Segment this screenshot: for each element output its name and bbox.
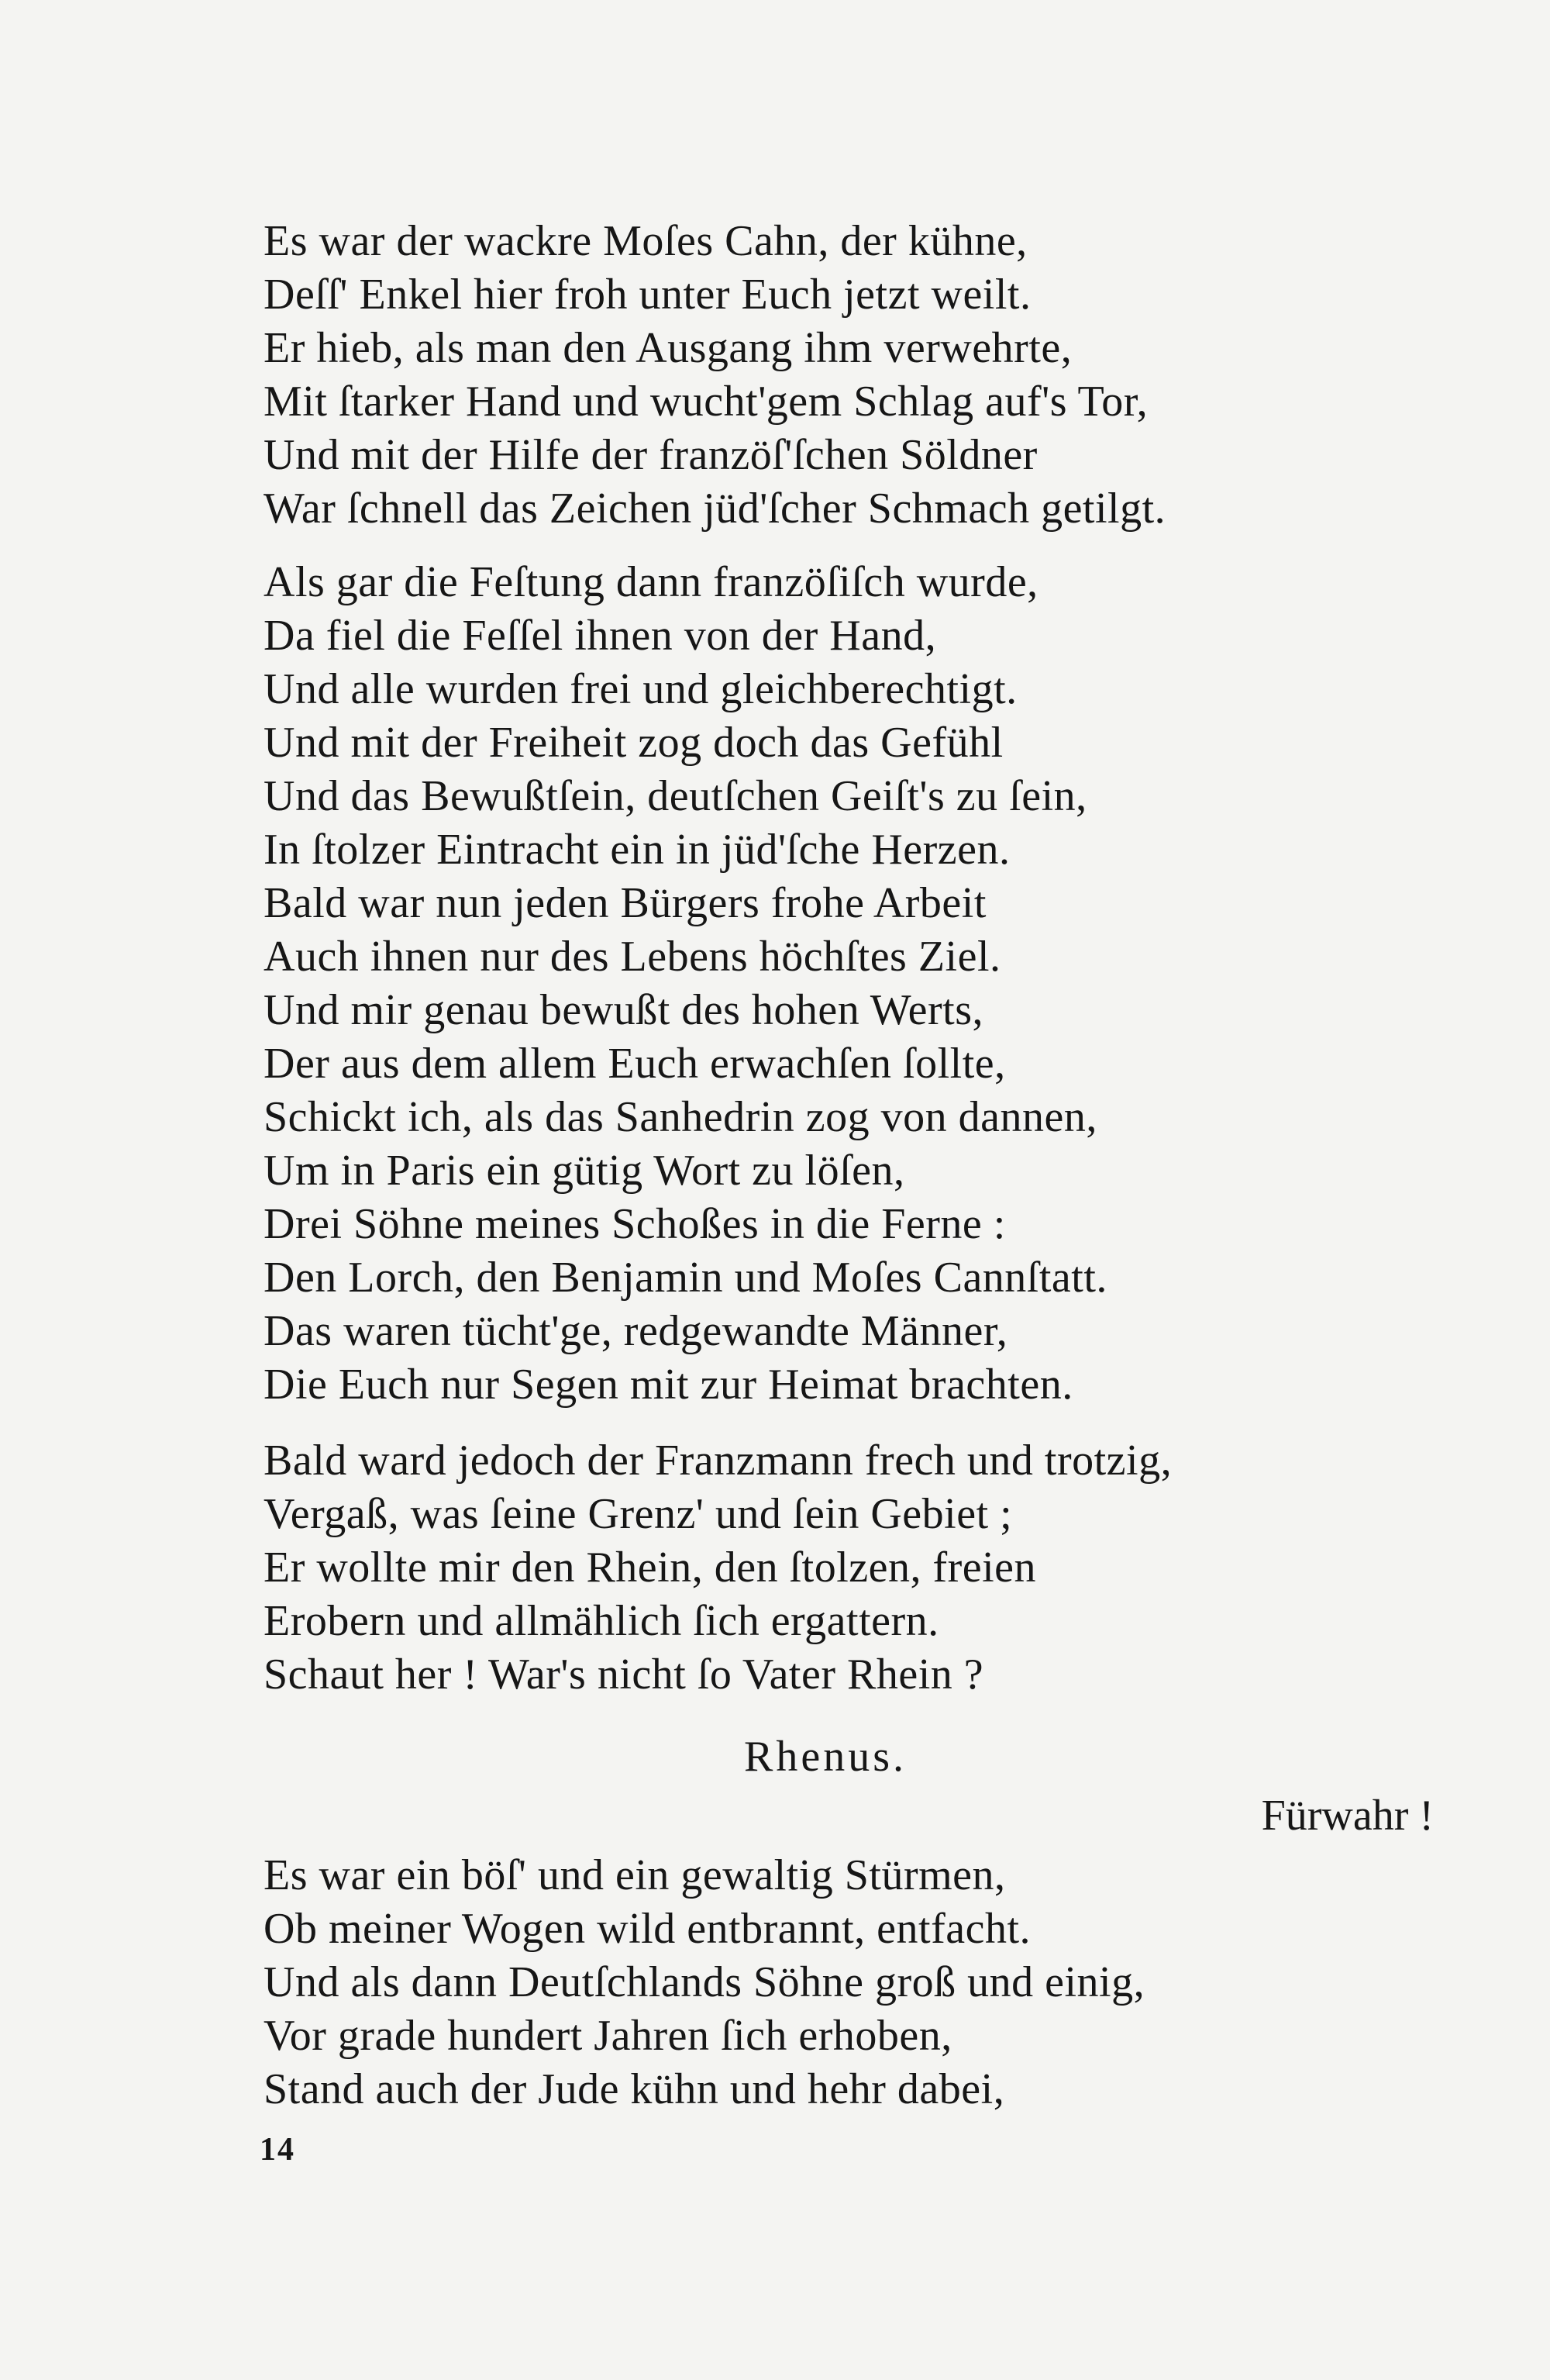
stanza bbox=[264, 1434, 1472, 1702]
page-number: 14 bbox=[260, 2132, 295, 2168]
verse-line: Drei Söhne meines Schoßes in die Ferne : bbox=[264, 1200, 1006, 1248]
verse-line: Es war der wackre Moſes Cahn, der kühne, bbox=[264, 217, 1028, 265]
verse-half-line: Fürwahr ! bbox=[1261, 1792, 1434, 1840]
verse-line: Ob meiner Wogen wild entbrannt, entfacht. bbox=[264, 1905, 1031, 1953]
verse-line: Und mit der Hilfe der franzöſ'ſchen Söldner bbox=[264, 431, 1038, 479]
verse-line: Er hieb, als man den Ausgang ihm verwehrte, bbox=[264, 324, 1073, 372]
verse-line: Schaut her ! War's nicht ſo Vater Rhein ? bbox=[264, 1650, 984, 1699]
verse-line: Und das Bewußtſein, deutſchen Geiſt's zu ſein, bbox=[264, 772, 1087, 820]
verse-line: Er wollte mir den Rhein, den ſtolzen, freien bbox=[264, 1544, 1037, 1592]
verse-line: Da fiel die Feſſel ihnen von der Hand, bbox=[264, 612, 937, 660]
verse-line: Mit ſtarker Hand und wucht'gem Schlag auf's Tor, bbox=[264, 378, 1149, 426]
stanza bbox=[264, 556, 1472, 1412]
stanza bbox=[264, 1849, 1472, 2116]
verse-line: Der aus dem allem Euch erwachſen ſollte, bbox=[264, 1040, 1006, 1088]
verse-line: Und als dann Deutſchlands Söhne groß und einig, bbox=[264, 1958, 1145, 2006]
verse-line: Erobern und allmählich ſich ergattern. bbox=[264, 1597, 939, 1645]
verse-line: Deſſ' Enkel hier froh unter Euch jetzt weilt. bbox=[264, 271, 1032, 319]
verse-line: Auch ihnen nur des Lebens höchſtes Ziel. bbox=[264, 933, 1001, 981]
verse-line: War ſchnell das Zeichen jüd'ſcher Schmach getilgt. bbox=[264, 485, 1166, 533]
verse-line: Bald war nun jeden Bürgers frohe Arbeit bbox=[264, 879, 987, 927]
verse-line: Schickt ich, als das Sanhedrin zog von dannen, bbox=[264, 1093, 1097, 1141]
verse-line: Als gar die Feſtung dann franzöſiſch wurde, bbox=[264, 558, 1038, 606]
verse-line: Und alle wurden frei und gleichberechtigt. bbox=[264, 665, 1018, 713]
verse-line: Die Euch nur Segen mit zur Heimat brachten. bbox=[264, 1361, 1073, 1409]
verse-line: Und mir genau bewußt des hohen Werts, bbox=[264, 986, 983, 1034]
verse-line: Den Lorch, den Benjamin und Moſes Cannſtatt. bbox=[264, 1254, 1107, 1302]
verse-line: Vergaß, was ſeine Grenz' und ſein Gebiet ; bbox=[264, 1490, 1013, 1538]
verse-line: Um in Paris ein gütig Wort zu löſen, bbox=[264, 1147, 905, 1195]
verse-line: Das waren tücht'ge, redgewandte Männer, bbox=[264, 1307, 1008, 1355]
verse-line: Es war ein böſ' und ein gewaltig Stürmen, bbox=[264, 1851, 1006, 1899]
verse-line: Vor grade hundert Jahren ſich erhoben, bbox=[264, 2012, 952, 2060]
verse-line: Stand auch der Jude kühn und hehr dabei, bbox=[264, 2065, 1005, 2113]
verse-line: In ſtolzer Eintracht ein in jüd'ſche Herzen. bbox=[264, 826, 1011, 874]
verse-line: Und mit der Freiheit zog doch das Gefühl bbox=[264, 719, 1004, 767]
verse-line: Bald ward jedoch der Franzmann frech und trotzig, bbox=[264, 1437, 1173, 1485]
stanza bbox=[264, 215, 1472, 536]
speaker-name: Rhenus. bbox=[744, 1733, 907, 1781]
